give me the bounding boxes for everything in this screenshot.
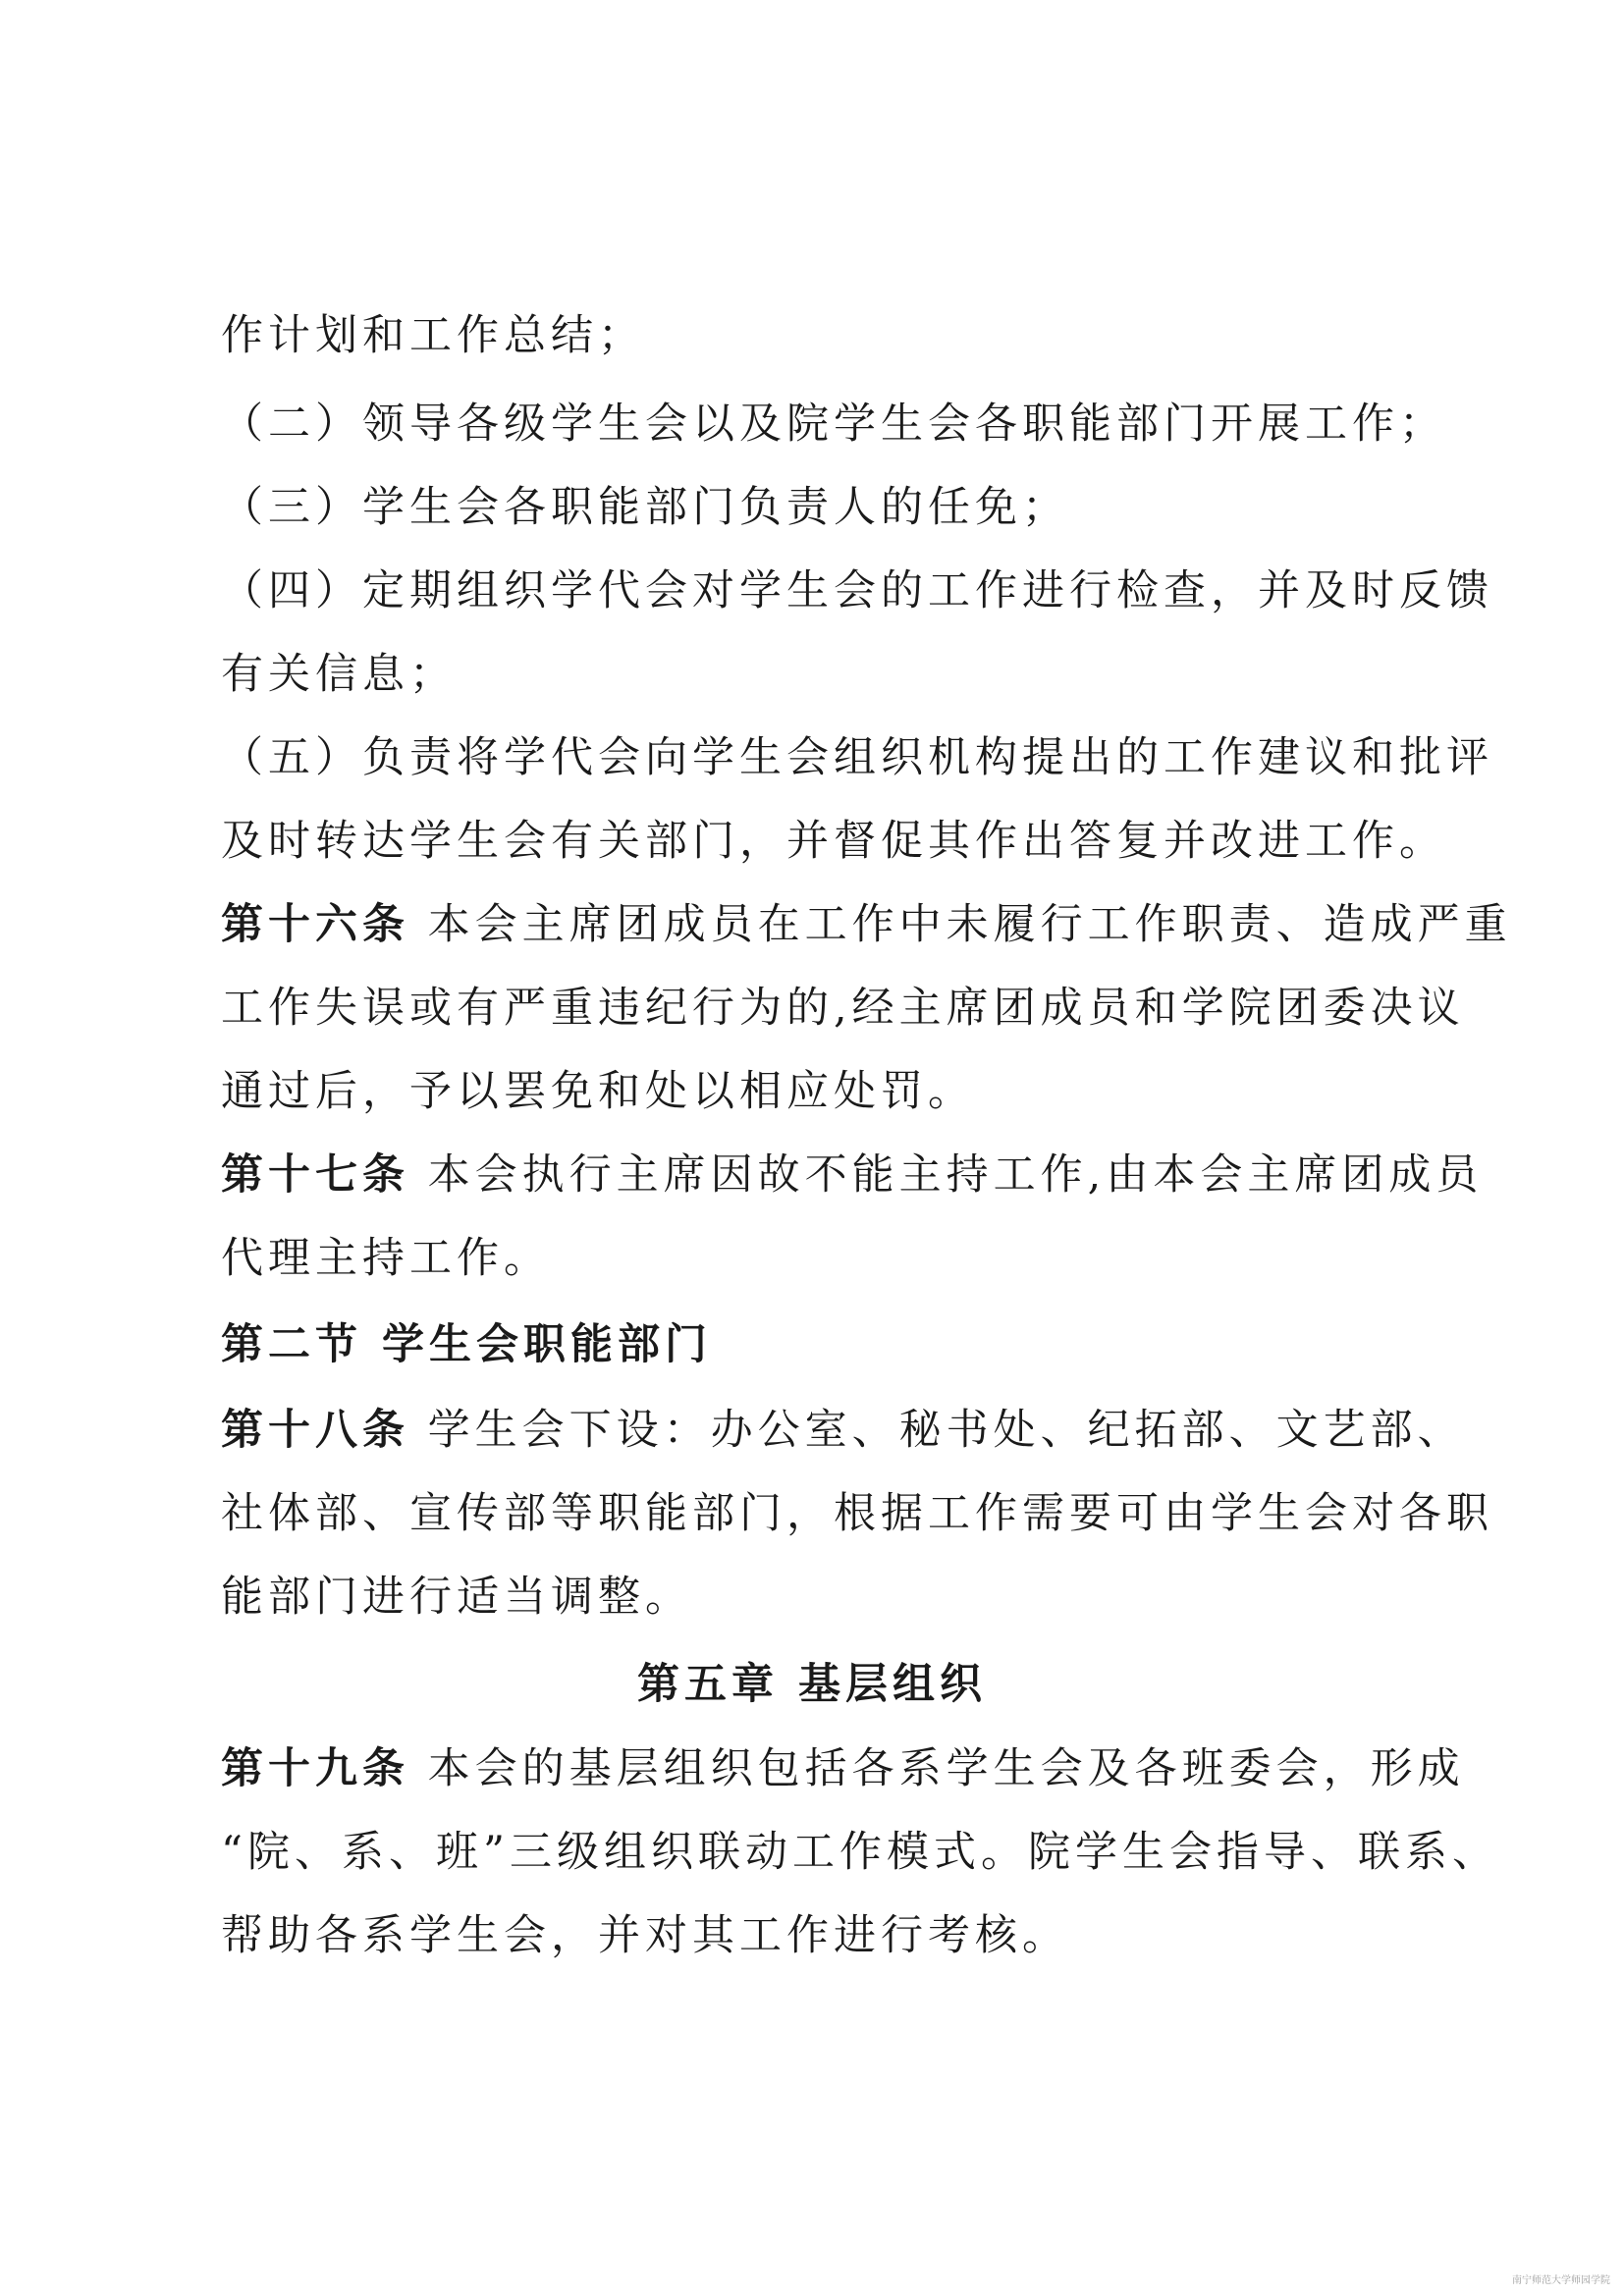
article-heading: 第十六条 xyxy=(221,900,409,949)
text-line: （四）定期组织学代会对学生会的工作进行检查，并及时反馈 xyxy=(221,566,1493,615)
text-line: 及时转达学生会有关部门，并督促其作出答复并改进工作。 xyxy=(221,817,1446,866)
section-title: 第二节 学生会职能部门 xyxy=(221,1320,712,1369)
article-text: 本会执行主席因故不能主持工作,由本会主席团成员 xyxy=(427,1150,1484,1200)
footer-watermark: 南宁师范大学师园学院 xyxy=(1512,2275,1610,2286)
text-line: 能部门进行适当调整。 xyxy=(221,1573,692,1622)
chapter-title: 第五章 基层组织 xyxy=(637,1660,987,1709)
text-line: （三）学生会各职能部门负责人的任免； xyxy=(221,483,1069,532)
article-text: 本会主席团成员在工作中未履行工作职责、造成严重 xyxy=(427,900,1512,949)
article-heading: 第十七条 xyxy=(221,1150,409,1200)
article-16 xyxy=(221,895,1512,954)
article-text: 学生会下设：办公室、秘书处、纪拓部、文艺部、 xyxy=(427,1406,1465,1455)
text-line: （二）领导各级学生会以及院学生会各职能部门开展工作； xyxy=(221,400,1446,449)
text-line: 代理主持工作。 xyxy=(221,1234,551,1283)
text-line: 工作失误或有严重违纪行为的,经主席团成员和学院团委决议 xyxy=(221,984,1465,1033)
text-line: “院、系、班”三级组织联动工作模式。院学生会指导、联系、 xyxy=(221,1828,1499,1877)
article-text: 本会的基层组织包括各系学生会及各班委会，形成 xyxy=(427,1744,1465,1793)
text-line: 有关信息； xyxy=(221,650,457,699)
text-line: 作计划和工作总结； xyxy=(221,311,645,360)
article-heading: 第十八条 xyxy=(221,1406,409,1455)
text-line: 帮助各系学生会，并对其工作进行考核。 xyxy=(221,1911,1069,1960)
article-19 xyxy=(221,1739,1465,1798)
text-line: 通过后，予以罢免和处以相应处罚。 xyxy=(221,1067,975,1116)
text-line: 社体部、宣传部等职能部门，根据工作需要可由学生会对各职 xyxy=(221,1489,1493,1538)
article-heading: 第十九条 xyxy=(221,1744,409,1793)
article-18 xyxy=(221,1401,1465,1460)
article-17 xyxy=(221,1146,1484,1204)
text-line: （五）负责将学代会向学生会组织机构提出的工作建议和批评 xyxy=(221,733,1493,782)
